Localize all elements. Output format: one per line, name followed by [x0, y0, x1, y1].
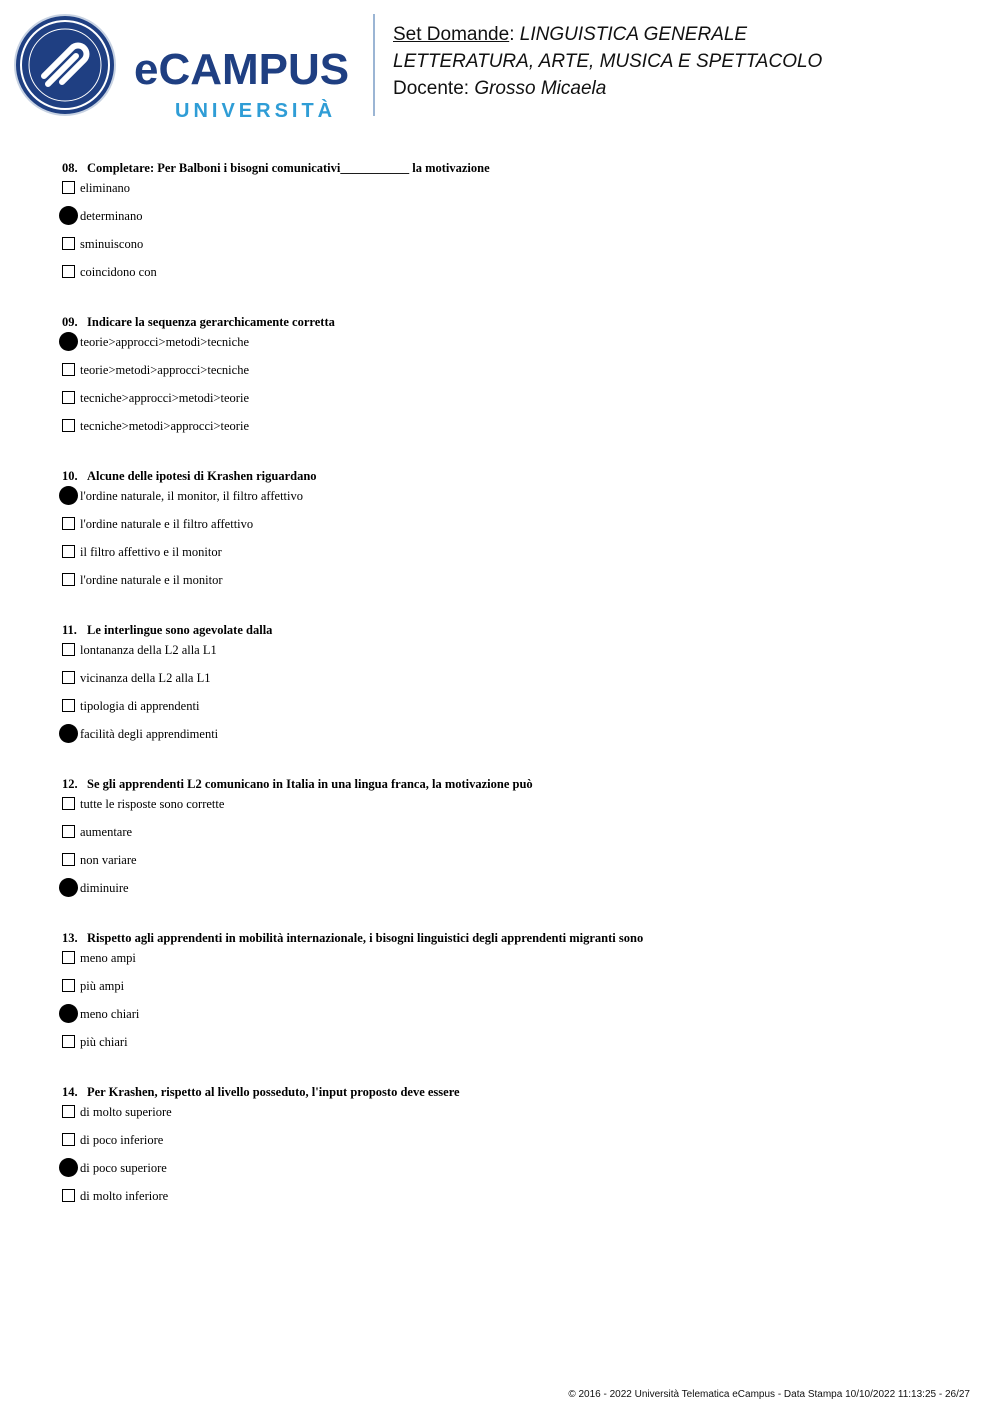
question-text: [62, 1084, 962, 1104]
question-prompt: Indicare la sequenza gerarchicamente corretta: [87, 315, 335, 329]
selected-answer-marker-icon: [59, 1004, 78, 1023]
selected-answer-marker-icon: [59, 206, 78, 225]
answer-option[interactable]: [62, 236, 962, 264]
answer-option-label: di poco inferiore: [80, 1133, 164, 1147]
answer-checkbox[interactable]: [62, 643, 75, 656]
answer-checkbox[interactable]: [62, 573, 75, 586]
answer-checkbox[interactable]: [62, 853, 75, 866]
answer-option[interactable]: [62, 1034, 962, 1062]
answer-checkbox[interactable]: [62, 1189, 75, 1202]
logo-wordmark: eCAMPUS: [134, 45, 350, 94]
answer-option-label: meno ampi: [80, 951, 136, 965]
answer-option[interactable]: [62, 208, 962, 236]
question-prompt: Le interlingue sono agevolate dalla: [87, 623, 273, 637]
answer-option-label: facilità degli apprendimenti: [80, 727, 219, 741]
question-item: [62, 622, 962, 754]
answer-checkbox[interactable]: [62, 517, 75, 530]
answer-option-label: meno chiari: [80, 1007, 140, 1021]
answer-option[interactable]: [62, 852, 962, 880]
question-text: [62, 314, 962, 334]
answer-option-label: coincidono con: [80, 265, 157, 279]
question-text: [62, 776, 962, 796]
page-header: [0, 0, 1000, 130]
answer-checkbox[interactable]: [62, 181, 75, 194]
answer-option[interactable]: [62, 544, 962, 572]
answer-checkbox[interactable]: [62, 1133, 75, 1146]
teacher-name: Grosso Micaela: [474, 78, 607, 99]
answer-option[interactable]: [62, 362, 962, 390]
answer-option[interactable]: [62, 180, 962, 208]
question-prompt: Per Krashen, rispetto al livello posseduto, l'input proposto deve essere: [87, 1085, 460, 1099]
logo-subtext: UNIVERSITÀ: [175, 100, 337, 122]
selected-answer-marker-icon: [59, 1158, 78, 1177]
answer-option-label: non variare: [80, 853, 137, 867]
answer-option-label: determinano: [80, 209, 143, 223]
answer-checkbox[interactable]: [62, 237, 75, 250]
answer-option-label: lontananza della L2 alla L1: [80, 643, 217, 657]
answer-option[interactable]: [62, 1160, 962, 1188]
answer-checkbox[interactable]: [62, 797, 75, 810]
answer-option-label: aumentare: [80, 825, 133, 839]
question-text: [62, 160, 962, 180]
question-list: [62, 160, 962, 1238]
answer-option[interactable]: [62, 1132, 962, 1160]
question-text: [62, 468, 962, 488]
question-item: [62, 314, 962, 446]
answer-option[interactable]: [62, 1104, 962, 1132]
question-prompt: Rispetto agli apprendenti in mobilità internazionale, i bisogni linguistici degli apprendenti migranti sono: [87, 931, 644, 945]
selected-answer-marker-icon: [59, 332, 78, 351]
question-number: 12.: [62, 777, 78, 791]
question-prompt: Alcune delle ipotesi di Krashen riguardano: [87, 469, 317, 483]
ecampus-seal-icon: [14, 14, 116, 116]
question-number: 14.: [62, 1085, 78, 1099]
answer-option-label: diminuire: [80, 881, 129, 895]
question-item: [62, 1084, 962, 1216]
answer-option-label: tutte le risposte sono corrette: [80, 797, 225, 811]
answer-option-label: il filtro affettivo e il monitor: [80, 545, 222, 559]
answer-option[interactable]: [62, 698, 962, 726]
answer-option[interactable]: [62, 488, 962, 516]
answer-option[interactable]: [62, 334, 962, 362]
answer-checkbox[interactable]: [62, 419, 75, 432]
answer-option[interactable]: [62, 572, 962, 600]
answer-option[interactable]: [62, 726, 962, 754]
answer-checkbox[interactable]: [62, 671, 75, 684]
answer-option-label: sminuiscono: [80, 237, 144, 251]
answer-checkbox[interactable]: [62, 979, 75, 992]
question-item: [62, 930, 962, 1062]
answer-checkbox[interactable]: [62, 265, 75, 278]
question-item: [62, 160, 962, 292]
header-divider: [373, 14, 375, 116]
answer-option-label: tecniche>approcci>metodi>teorie: [80, 391, 249, 405]
answer-option-label: tecniche>metodi>approcci>teorie: [80, 419, 249, 433]
answer-option[interactable]: [62, 978, 962, 1006]
course-name-line2: LETTERATURA, ARTE, MUSICA E SPETTACOLO: [393, 51, 823, 72]
answer-checkbox[interactable]: [62, 391, 75, 404]
answer-option[interactable]: [62, 824, 962, 852]
answer-option-label: tipologia di apprendenti: [80, 699, 200, 713]
question-number: 08.: [62, 161, 78, 175]
question-number: 13.: [62, 931, 78, 945]
question-item: [62, 468, 962, 600]
answer-option[interactable]: [62, 670, 962, 698]
answer-option[interactable]: [62, 418, 962, 446]
set-label: Set Domande: [393, 24, 510, 45]
answer-option-label: più chiari: [80, 1035, 128, 1049]
selected-answer-marker-icon: [59, 486, 78, 505]
question-text: [62, 930, 962, 950]
answer-option[interactable]: [62, 950, 962, 978]
set-info: [393, 21, 993, 102]
question-prompt: Completare: Per Balboni i bisogni comunicativi___________ la motivazione: [87, 161, 490, 175]
question-item: [62, 776, 962, 908]
teacher-line: [393, 75, 993, 102]
question-prompt: Se gli apprendenti L2 comunicano in Italia in una lingua franca, la motivazione può: [87, 777, 533, 791]
answer-option-label: eliminano: [80, 181, 130, 195]
answer-checkbox[interactable]: [62, 1035, 75, 1048]
answer-option[interactable]: [62, 390, 962, 418]
answer-option[interactable]: [62, 796, 962, 824]
answer-checkbox[interactable]: [62, 951, 75, 964]
answer-option-label: di molto superiore: [80, 1105, 172, 1119]
question-number: 11.: [62, 623, 77, 637]
answer-option-label: l'ordine naturale e il filtro affettivo: [80, 517, 254, 531]
answer-option[interactable]: [62, 1188, 962, 1216]
answer-option[interactable]: [62, 1006, 962, 1034]
answer-option-label: teorie>metodi>approcci>tecniche: [80, 363, 249, 377]
answer-checkbox[interactable]: [62, 363, 75, 376]
answer-option-label: di molto inferiore: [80, 1189, 169, 1203]
page-footer: © 2016 - 2022 Università Telematica eCampus - Data Stampa 10/10/2022 11:13:25 - 26/27: [568, 1389, 970, 1400]
selected-answer-marker-icon: [59, 724, 78, 743]
answer-option-label: di poco superiore: [80, 1161, 167, 1175]
question-number: 09.: [62, 315, 78, 329]
answer-checkbox[interactable]: [62, 699, 75, 712]
ecampus-logo: [14, 14, 359, 122]
set-label-sep: :: [509, 24, 515, 45]
answer-checkbox[interactable]: [62, 1105, 75, 1118]
answer-checkbox[interactable]: [62, 825, 75, 838]
answer-option[interactable]: [62, 880, 962, 908]
answer-option[interactable]: [62, 264, 962, 292]
answer-option[interactable]: [62, 642, 962, 670]
question-text: [62, 622, 962, 642]
answer-option[interactable]: [62, 516, 962, 544]
course-name-line1: LINGUISTICA GENERALE: [519, 24, 748, 45]
answer-option-label: vicinanza della L2 alla L1: [80, 671, 211, 685]
set-title-line: [393, 21, 993, 48]
answer-option-label: l'ordine naturale e il monitor: [80, 573, 223, 587]
answer-option-label: l'ordine naturale, il monitor, il filtro affettivo: [80, 489, 303, 503]
teacher-label: Docente:: [393, 78, 470, 99]
answer-checkbox[interactable]: [62, 545, 75, 558]
answer-option-label: teorie>approcci>metodi>tecniche: [80, 335, 249, 349]
selected-answer-marker-icon: [59, 878, 78, 897]
answer-option-label: più ampi: [80, 979, 125, 993]
question-number: 10.: [62, 469, 78, 483]
